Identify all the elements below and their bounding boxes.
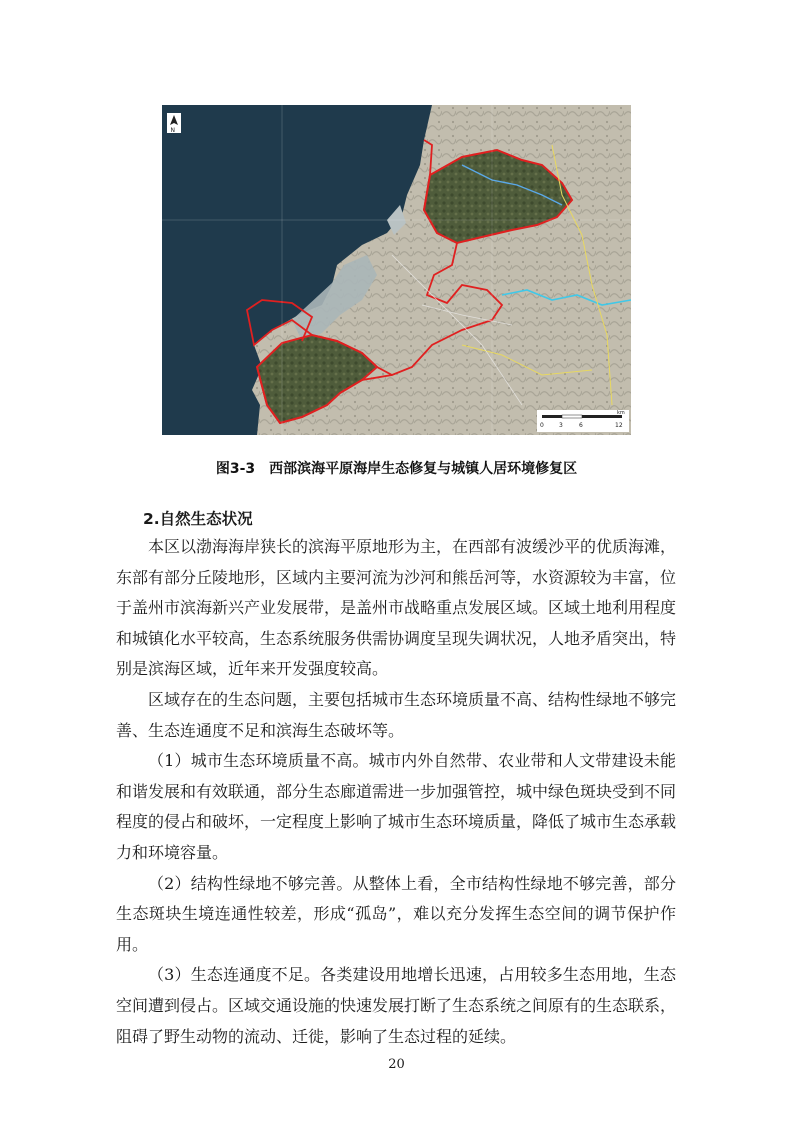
scale-tick-3: 12 [615,422,623,429]
scale-tick-1: 3 [559,422,563,429]
body-text [116,532,676,1052]
north-arrow-icon [167,113,181,134]
scale-unit: km [617,410,625,416]
paragraph-4: （2）结构性绿地不够完善。从整体上看，全市结构性绿地不够完善，部分生态斑块生境连通性较差，形成“孤岛”，难以充分发挥生态空间的调节保护作用。 [116,873,676,954]
page-number: 20 [388,1057,405,1072]
scale-tick-0: 0 [540,422,544,429]
map-graphic [162,105,631,435]
paragraph-1: 本区以渤海海岸狭长的滨海平原地形为主，在西部有波缓沙平的优质海滩，东部有部分丘陵地形，区域内主要河流为沙河和熊岳河等，水资源较为丰富，位于盖州市滨海新兴产业发展带，是盖州市战略重点发展区域。区域土地利用程度和城镇化水平较高，生态系统服务供需协调度呈现失调状况，人地矛盾突出，特别是滨海区域，近年来开发强度较高。 [116,537,677,679]
section-heading: 2.自然生态状况 [143,510,253,528]
scale-tick-2: 6 [579,422,583,429]
figure-caption: 图3-3 西部滨海平原海岸生态修复与城镇人居环境修复区 [215,461,578,477]
north-label: N [170,127,175,134]
paragraph-5: （3）生态连通度不足。各类建设用地增长迅速，占用较多生态用地，生态空间遭到侵占。区域交通设施的快速发展打断了生态系统之间原有的生态联系，阻碍了野生动物的流动、迁徙，影响了生态过程的延续。 [116,965,677,1046]
paragraph-2: 区域存在的生态问题，主要包括城市生态环境质量不高、结构性绿地不够完善、生态连通度不足和滨海生态破坏等。 [116,689,677,740]
satellite-map-figure [162,105,631,435]
scale-bar [537,410,629,432]
paragraph-3: （1）城市生态环境质量不高。城市内外自然带、农业带和人文带建设未能和谐发展和有效联通，部分生态廊道需进一步加强管控，城中绿色斑块受到不同程度的侵占和破坏，一定程度上影响了城市生态环境质量，降低了城市生态承载力和环境容量。 [116,751,677,862]
